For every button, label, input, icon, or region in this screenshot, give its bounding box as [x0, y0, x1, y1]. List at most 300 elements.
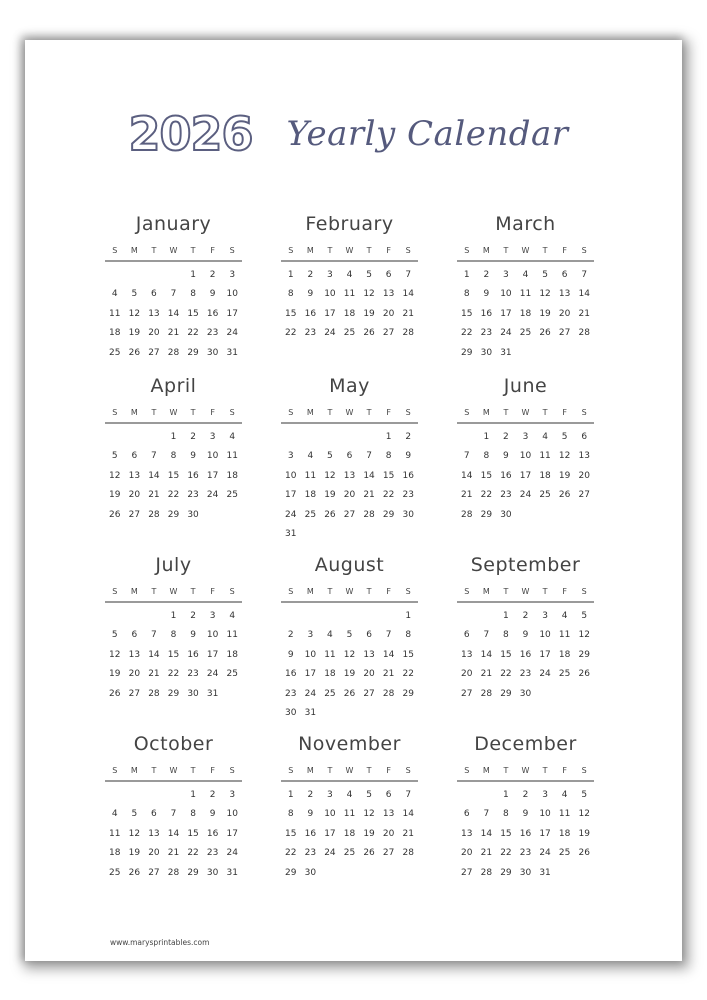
empty-cell	[105, 786, 125, 805]
day-cell: 25	[109, 347, 121, 358]
day-cell: 28	[461, 509, 473, 520]
month-september	[457, 551, 594, 704]
month-name: January	[135, 213, 212, 235]
weekday-label: S	[112, 587, 118, 596]
day-cell: 10	[519, 451, 532, 462]
page-title	[0, 104, 707, 164]
weekday-label: F	[210, 766, 215, 775]
day-grid	[281, 786, 418, 883]
day-cell: 20	[148, 848, 160, 859]
day-cell: 21	[167, 848, 180, 859]
day-cell: 6	[151, 289, 157, 300]
month-name: September	[470, 554, 581, 576]
day-cell: 25	[226, 669, 238, 680]
month-name: December	[474, 733, 577, 755]
weekday-label: S	[581, 766, 587, 775]
day-cell: 13	[148, 828, 160, 839]
day-cell: 27	[148, 347, 160, 358]
day-cell: 12	[578, 630, 590, 641]
day-cell: 26	[558, 490, 571, 501]
day-cell: 12	[109, 649, 121, 660]
day-cell: 18	[539, 470, 551, 481]
day-cell: 12	[128, 828, 141, 839]
weekday-label: S	[581, 246, 587, 255]
day-cell: 1	[287, 790, 294, 800]
day-cell: 20	[382, 828, 395, 839]
day-cell: 28	[402, 848, 414, 859]
day-cell: 5	[581, 790, 588, 800]
header-divider	[105, 601, 242, 603]
day-cell: 13	[382, 809, 395, 820]
header-divider	[281, 422, 418, 424]
day-cell: 10	[206, 451, 219, 462]
empty-cell	[105, 607, 125, 626]
day-cell: 26	[578, 669, 590, 680]
weekday-label: W	[169, 587, 178, 596]
day-cell: 1	[385, 432, 392, 442]
day-cell: 18	[109, 848, 121, 859]
day-cell: 11	[226, 451, 238, 462]
day-cell: 24	[285, 509, 297, 520]
day-cell: 27	[363, 688, 375, 699]
day-cell: 7	[366, 451, 372, 462]
day-cell: 4	[111, 809, 118, 820]
empty-cell	[359, 607, 379, 626]
day-cell: 5	[111, 630, 118, 641]
day-cell: 12	[109, 470, 121, 481]
day-cell: 1	[483, 432, 490, 442]
day-cell: 15	[500, 828, 512, 839]
day-cell: 14	[402, 289, 414, 300]
day-grid	[281, 428, 418, 544]
day-cell: 8	[170, 630, 177, 641]
day-cell: 17	[324, 828, 336, 839]
weekday-label: W	[345, 766, 354, 775]
day-cell: 11	[109, 828, 121, 839]
day-cell: 29	[500, 688, 512, 699]
empty-cell	[164, 786, 184, 805]
day-cell: 18	[343, 308, 356, 319]
weekday-label: T	[503, 246, 509, 255]
weekday-label: M	[130, 408, 138, 417]
weekday-header	[281, 244, 418, 258]
day-cell: 23	[500, 490, 512, 501]
day-cell: 6	[463, 630, 470, 641]
day-cell: 16	[500, 470, 512, 481]
empty-cell	[125, 266, 145, 285]
weekday-label: T	[503, 766, 509, 775]
weekday-label: W	[169, 408, 178, 417]
day-cell: 15	[461, 308, 473, 319]
day-cell: 4	[346, 270, 353, 280]
month-december	[457, 730, 594, 883]
day-cell: 27	[128, 688, 141, 699]
day-cell: 22	[285, 848, 297, 859]
day-cell: 31	[285, 528, 297, 539]
month-june	[457, 372, 594, 525]
weekday-label: M	[482, 246, 490, 255]
weekday-header	[457, 585, 594, 599]
day-cell: 12	[558, 451, 571, 462]
weekday-label: S	[288, 587, 294, 596]
day-cell: 21	[461, 490, 473, 501]
month-name: July	[155, 554, 192, 576]
weekday-label: S	[229, 766, 235, 775]
day-cell: 3	[542, 790, 548, 800]
day-cell: 8	[405, 630, 412, 641]
month-name: February	[305, 213, 394, 235]
header-divider	[281, 780, 418, 782]
day-cell: 15	[382, 470, 395, 481]
day-cell: 29	[480, 509, 493, 520]
day-cell: 28	[480, 867, 493, 878]
day-cell: 2	[483, 270, 490, 280]
day-cell: 7	[483, 809, 490, 820]
empty-cell	[144, 786, 164, 805]
day-cell: 17	[539, 649, 551, 660]
day-cell: 5	[327, 451, 333, 462]
day-cell: 10	[324, 809, 336, 820]
day-cell: 23	[480, 328, 493, 339]
day-cell: 16	[206, 828, 219, 839]
day-cell: 4	[522, 270, 529, 280]
day-cell: 7	[405, 270, 412, 280]
day-cell: 18	[343, 828, 356, 839]
day-cell: 17	[285, 490, 297, 501]
day-cell: 13	[461, 649, 473, 660]
day-cell: 19	[128, 848, 141, 859]
weekday-label: W	[521, 587, 530, 596]
day-cell: 1	[463, 270, 470, 280]
day-cell: 19	[324, 490, 336, 501]
day-grid	[105, 428, 242, 525]
day-cell: 24	[304, 688, 317, 699]
day-cell: 26	[343, 688, 356, 699]
day-cell: 30	[519, 867, 532, 878]
day-cell: 27	[343, 509, 356, 520]
day-cell: 23	[519, 848, 532, 859]
day-cell: 1	[287, 270, 294, 280]
day-cell: 16	[304, 308, 317, 319]
day-cell: 4	[307, 451, 314, 462]
weekday-label: F	[562, 408, 567, 417]
day-cell: 7	[385, 630, 392, 641]
day-cell: 17	[226, 828, 238, 839]
weekday-label: T	[151, 408, 157, 417]
day-cell: 15	[167, 649, 180, 660]
day-cell: 27	[128, 509, 141, 520]
day-cell: 17	[304, 669, 317, 680]
day-cell: 24	[206, 669, 219, 680]
weekday-label: M	[482, 587, 490, 596]
day-cell: 5	[581, 611, 588, 621]
header-divider	[281, 601, 418, 603]
day-cell: 22	[167, 669, 180, 680]
weekday-label: T	[503, 587, 509, 596]
day-cell: 12	[343, 649, 356, 660]
day-cell: 7	[405, 790, 412, 800]
day-cell: 6	[346, 451, 353, 462]
weekday-label: S	[405, 246, 411, 255]
day-cell: 2	[209, 790, 216, 800]
day-cell: 26	[109, 688, 121, 699]
day-cell: 19	[109, 669, 121, 680]
empty-cell	[281, 607, 301, 626]
empty-cell	[105, 428, 125, 447]
day-cell: 11	[519, 289, 532, 300]
day-cell: 23	[304, 328, 317, 339]
weekday-label: M	[482, 408, 490, 417]
day-cell: 12	[128, 308, 141, 319]
weekday-label: T	[151, 587, 157, 596]
empty-cell	[125, 607, 145, 626]
day-cell: 13	[148, 308, 160, 319]
empty-cell	[301, 607, 321, 626]
day-cell: 24	[324, 848, 336, 859]
day-cell: 15	[402, 649, 414, 660]
day-cell: 6	[581, 432, 588, 442]
day-cell: 26	[109, 509, 121, 520]
day-cell: 8	[170, 451, 177, 462]
day-cell: 20	[128, 490, 141, 501]
day-cell: 9	[209, 289, 216, 300]
day-grid	[105, 266, 242, 363]
day-cell: 25	[558, 848, 571, 859]
day-cell: 20	[382, 308, 395, 319]
month-october	[105, 730, 242, 883]
weekday-label: S	[464, 246, 470, 255]
day-cell: 24	[226, 328, 238, 339]
day-cell: 9	[405, 451, 412, 462]
day-cell: 23	[304, 848, 317, 859]
day-cell: 30	[187, 509, 199, 520]
weekday-label: W	[521, 246, 530, 255]
day-cell: 21	[363, 490, 375, 501]
day-cell: 2	[190, 432, 196, 442]
day-grid	[457, 428, 594, 525]
day-cell: 28	[167, 867, 180, 878]
day-cell: 31	[206, 688, 219, 699]
day-cell: 10	[206, 630, 219, 641]
empty-cell	[301, 428, 321, 447]
day-cell: 26	[363, 848, 375, 859]
day-cell: 18	[519, 308, 532, 319]
day-cell: 5	[111, 451, 118, 462]
day-cell: 29	[382, 509, 395, 520]
month-february	[281, 210, 418, 344]
day-cell: 4	[111, 289, 118, 300]
day-cell: 23	[187, 669, 199, 680]
day-cell: 27	[382, 848, 395, 859]
day-cell: 20	[363, 669, 375, 680]
weekday-label: S	[581, 587, 587, 596]
day-cell: 4	[229, 611, 236, 621]
day-cell: 24	[324, 328, 336, 339]
day-cell: 30	[285, 707, 297, 718]
weekday-label: S	[229, 408, 235, 417]
day-cell: 10	[324, 289, 336, 300]
day-cell: 9	[483, 289, 490, 300]
day-cell: 28	[148, 509, 160, 520]
day-cell: 16	[187, 470, 199, 481]
day-cell: 10	[500, 289, 512, 300]
day-cell: 22	[500, 848, 512, 859]
day-cell: 19	[343, 669, 356, 680]
day-cell: 14	[480, 649, 493, 660]
day-cell: 1	[170, 611, 177, 621]
day-cell: 19	[558, 470, 571, 481]
day-cell: 21	[148, 490, 160, 501]
day-cell: 9	[307, 289, 314, 300]
weekday-label: T	[190, 408, 196, 417]
day-cell: 3	[287, 451, 294, 462]
day-cell: 15	[187, 308, 199, 319]
day-cell: 16	[304, 828, 317, 839]
day-cell: 28	[480, 688, 493, 699]
day-cell: 21	[382, 669, 395, 680]
day-cell: 31	[539, 867, 551, 878]
day-cell: 28	[578, 328, 590, 339]
month-july	[105, 551, 242, 704]
day-cell: 1	[190, 790, 196, 800]
day-cell: 12	[363, 289, 375, 300]
weekday-label: S	[112, 766, 118, 775]
day-cell: 10	[285, 470, 297, 481]
day-cell: 31	[304, 707, 317, 718]
header-divider	[281, 260, 418, 262]
day-cell: 7	[581, 270, 588, 280]
day-cell: 18	[558, 649, 571, 660]
day-cell: 2	[405, 432, 412, 442]
weekday-label: M	[306, 766, 314, 775]
day-cell: 15	[480, 470, 493, 481]
empty-cell	[105, 266, 125, 285]
weekday-header	[105, 764, 242, 778]
day-cell: 1	[503, 611, 509, 621]
day-cell: 20	[461, 669, 473, 680]
day-cell: 3	[503, 270, 509, 280]
day-cell: 14	[363, 470, 375, 481]
day-cell: 23	[206, 328, 219, 339]
weekday-label: W	[345, 408, 354, 417]
day-cell: 10	[304, 649, 317, 660]
day-cell: 1	[503, 790, 509, 800]
day-cell: 3	[522, 432, 529, 442]
day-cell: 4	[542, 432, 548, 442]
weekday-header	[281, 406, 418, 420]
day-cell: 17	[226, 308, 238, 319]
day-cell: 27	[382, 328, 395, 339]
day-cell: 8	[287, 289, 294, 300]
day-cell: 10	[226, 809, 238, 820]
day-cell: 5	[366, 270, 372, 280]
day-cell: 8	[503, 630, 509, 641]
day-grid	[457, 266, 594, 363]
day-cell: 2	[287, 630, 294, 641]
day-cell: 19	[578, 828, 590, 839]
day-cell: 9	[503, 451, 509, 462]
day-cell: 2	[307, 270, 314, 280]
day-cell: 30	[304, 867, 317, 878]
day-cell: 20	[343, 490, 356, 501]
day-cell: 8	[287, 809, 294, 820]
day-cell: 9	[522, 809, 529, 820]
empty-cell	[379, 607, 399, 626]
day-grid	[281, 266, 418, 344]
day-cell: 14	[148, 470, 160, 481]
day-cell: 21	[578, 308, 590, 319]
weekday-label: F	[562, 766, 567, 775]
day-cell: 17	[206, 470, 219, 481]
weekday-label: S	[405, 766, 411, 775]
day-cell: 8	[483, 451, 490, 462]
day-cell: 29	[187, 867, 199, 878]
day-cell: 7	[151, 630, 157, 641]
day-cell: 16	[480, 308, 493, 319]
day-cell: 8	[503, 809, 509, 820]
subtitle-heading: Yearly Calendar	[286, 114, 569, 154]
weekday-label: W	[169, 766, 178, 775]
day-cell: 11	[109, 308, 121, 319]
weekday-label: S	[288, 408, 294, 417]
day-cell: 28	[382, 688, 395, 699]
weekday-label: M	[130, 766, 138, 775]
day-cell: 2	[190, 611, 196, 621]
day-cell: 14	[167, 828, 180, 839]
weekday-header	[105, 244, 242, 258]
day-cell: 3	[209, 432, 216, 442]
empty-cell	[281, 428, 301, 447]
day-cell: 16	[402, 470, 414, 481]
day-cell: 29	[285, 867, 297, 878]
day-cell: 30	[500, 509, 512, 520]
weekday-label: F	[562, 246, 567, 255]
day-cell: 18	[324, 669, 336, 680]
header-divider	[457, 260, 594, 262]
day-cell: 19	[363, 828, 375, 839]
header-divider	[105, 780, 242, 782]
day-cell: 21	[480, 669, 493, 680]
day-cell: 29	[187, 347, 199, 358]
day-cell: 2	[307, 790, 314, 800]
day-cell: 30	[206, 867, 219, 878]
weekday-label: W	[345, 587, 354, 596]
day-cell: 4	[229, 432, 236, 442]
day-grid	[457, 786, 594, 883]
day-cell: 23	[519, 669, 532, 680]
day-cell: 9	[287, 649, 294, 660]
day-cell: 25	[324, 688, 336, 699]
day-cell: 25	[519, 328, 532, 339]
day-cell: 21	[148, 669, 160, 680]
weekday-label: S	[112, 246, 118, 255]
empty-cell	[477, 786, 497, 805]
empty-cell	[320, 428, 340, 447]
day-cell: 14	[461, 470, 473, 481]
weekday-label: S	[229, 587, 235, 596]
empty-cell	[320, 607, 340, 626]
day-cell: 26	[324, 509, 336, 520]
weekday-label: S	[464, 408, 470, 417]
day-cell: 13	[128, 470, 141, 481]
day-cell: 19	[128, 328, 141, 339]
empty-cell	[125, 428, 145, 447]
day-cell: 13	[128, 649, 141, 660]
month-may	[281, 372, 418, 544]
day-cell: 8	[463, 289, 470, 300]
day-cell: 1	[170, 432, 177, 442]
day-cell: 31	[226, 347, 238, 358]
